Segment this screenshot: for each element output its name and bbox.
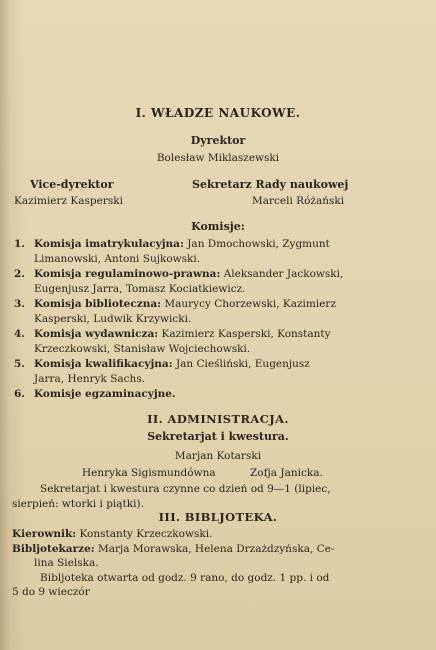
staff-name: Henryka Sigismundówna — [82, 467, 216, 479]
committee-members: Kazimierz Kasperski, Konstanty — [161, 328, 331, 340]
staff-name: Zofja Janicka. — [250, 467, 323, 479]
committee-number: 6. — [14, 388, 25, 400]
committee-name: Komisja biblioteczna: — [34, 298, 162, 310]
committee-members-cont: Limanowski, Antoni Sujkowski. — [34, 253, 201, 265]
committee-number: 1. — [14, 238, 25, 250]
section-3-title: III. BIBLJOTEKA. — [158, 510, 278, 524]
office-hours-note: Sekretarjat i kwestura czynne co dzień od 9—1 (lipiec, — [40, 483, 331, 495]
librarians-names-cont: lina Sielska. — [34, 557, 99, 569]
section-2-subtitle: Sekretarjat i kwestura. — [147, 430, 289, 443]
office-hours-note-cont: sierpień: wtorki i piątki). — [12, 498, 144, 510]
committee-members: Jan Cieśliński, Eugenjusz — [175, 358, 310, 370]
committee-members-cont: Kasperski, Ludwik Krzywicki. — [34, 313, 192, 325]
committee-number: 3. — [14, 298, 25, 310]
committee-number: 2. — [14, 268, 25, 280]
committee-item — [12, 267, 422, 297]
committee-item — [12, 327, 422, 357]
manager-name: Konstanty Krzeczkowski. — [79, 528, 213, 540]
committee-members-cont: Krzeczkowski, Stanisław Wojciechowski. — [34, 343, 251, 355]
committee-item — [12, 357, 422, 387]
director-name: Bolesław Miklaszewski — [156, 152, 280, 164]
committee-name: Komisja kwalifikacyjna: — [34, 358, 173, 370]
manager-label: Kierownik: — [12, 528, 77, 540]
section-2-title: II. ADMINISTRACJA. — [147, 412, 289, 426]
library-hours-cont: 5 do 9 wieczór — [12, 586, 90, 598]
committee-members: Jan Dmochowski, Zygmunt — [187, 238, 330, 250]
staff-name: Marjan Kotarski — [174, 450, 262, 462]
vice-director-name: Kazimierz Kasperski — [14, 195, 123, 207]
committee-number: 4. — [14, 328, 25, 340]
committee-item — [12, 237, 422, 267]
librarians — [12, 543, 334, 555]
committee-members-cont: Jarra, Henryk Sachs. — [34, 373, 146, 385]
library-manager — [12, 528, 212, 540]
library-hours: Bibljoteka otwarta od godz. 9 rano, do godz. 1 pp. i od — [40, 572, 330, 584]
committee-name: Komisja wydawnicza: — [34, 328, 159, 340]
committee-members: Aleksander Jackowski, — [223, 268, 344, 280]
committee-name: Komisje egzaminacyjne. — [34, 388, 176, 400]
vice-director-label: Vice-dyrektor — [30, 178, 114, 191]
secretary-label: Sekretarz Rady naukowej — [192, 178, 349, 191]
director-label: Dyrektor — [190, 134, 246, 147]
committee-name: Komisja regulaminowo-prawna: — [34, 268, 221, 280]
librarians-label: Bibljotekarze: — [12, 543, 95, 555]
committees-label: Komisje: — [191, 220, 245, 233]
committee-members: Maurycy Chorzewski, Kazimierz — [164, 298, 336, 310]
secretary-name: Marceli Różański — [252, 195, 345, 207]
committee-item — [12, 297, 422, 327]
section-1-title: I. WŁADZE NAUKOWE. — [135, 106, 301, 120]
committee-name: Komisja imatrykulacyjna: — [34, 238, 184, 250]
committee-members-cont: Eugenjusz Jarra, Tomasz Kociatkiewicz. — [34, 283, 246, 295]
committee-number: 5. — [14, 358, 25, 370]
committee-item — [12, 387, 422, 402]
librarians-names: Marja Morawska, Helena Drzażdzyńska, Ce- — [98, 543, 335, 555]
